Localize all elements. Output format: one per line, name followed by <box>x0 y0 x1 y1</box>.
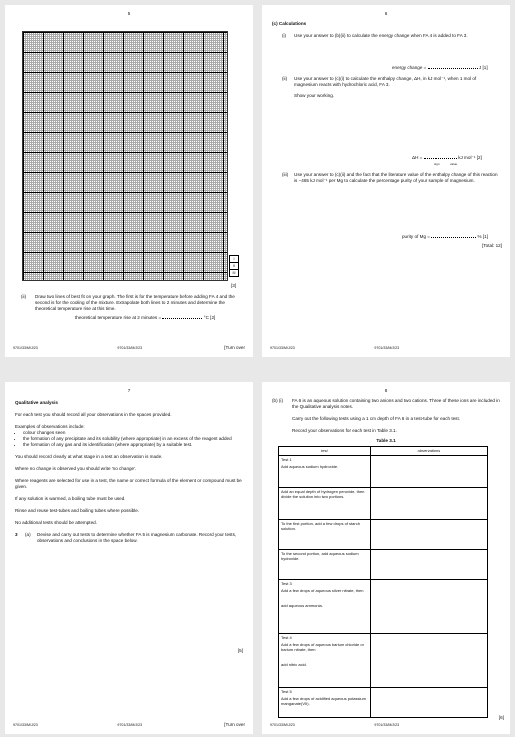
question-label: (ii) <box>282 76 288 81</box>
answer-blank[interactable] <box>162 318 202 319</box>
page-7 <box>5 382 253 734</box>
footer <box>13 722 245 730</box>
answer-unit: J [1] <box>478 65 488 70</box>
footer-code: 9701/33/M/J/23 <box>270 346 295 350</box>
page-number: 5 <box>127 11 131 16</box>
instruction-text: Where no change is observed you should write 'no change'. <box>15 466 137 471</box>
test-text: Add an equal depth of hydrogen peroxide, then divide the solution into two portions. <box>281 489 365 499</box>
list-item: • colour changes seen <box>23 430 243 436</box>
answer-unit: kJ mol⁻¹ [2] <box>458 155 482 160</box>
footer-barcode: 9701/33/M/J/23 <box>374 723 400 727</box>
mark-box-cell: III <box>230 270 239 277</box>
question-number: 3 <box>15 532 18 537</box>
question-text: FA 6 is an aqueous solution containing two anions and two cations. Three of these ions are included in the Qualitative analysis notes. <box>292 398 500 409</box>
column-header-test: test <box>279 447 371 456</box>
answer-blank[interactable] <box>428 68 478 69</box>
section-heading: Qualitative analysis <box>15 400 58 405</box>
test-text: To the second portion, add aqueous sodium hydroxide. <box>281 551 359 561</box>
list-item: • the formation of any precipitate and its solubility (where appropriate) in an excess of the reagent added <box>23 436 243 442</box>
test-title: Test 3 <box>281 581 292 586</box>
table-row <box>279 456 488 488</box>
question-text: Devise and carry out tests to determine whether FA 5 is magnesium carbonate. Record your tests, observations and conclusions in the space below. <box>37 532 237 543</box>
test-cell <box>279 520 371 550</box>
question-label: (b) (i) <box>272 398 283 403</box>
observation-cell[interactable] <box>370 688 487 718</box>
answer-line <box>412 155 507 161</box>
footer-barcode: 9701/33/M/J/23 <box>117 723 143 727</box>
mark-total: [3] <box>231 283 237 288</box>
answer-value-blank[interactable] <box>435 158 457 159</box>
section-heading: (c) Calculations <box>272 21 307 26</box>
footer <box>270 345 502 353</box>
examples-list <box>15 430 243 448</box>
test-cell <box>279 550 371 580</box>
instruction-text: Rinse and reuse test-tubes and boiling tubes where possible. <box>15 508 140 513</box>
turn-over: [Turn over <box>224 345 245 350</box>
test-cell <box>279 580 371 634</box>
observation-cell[interactable] <box>370 580 487 634</box>
page-5 <box>5 5 253 357</box>
footer <box>13 345 245 353</box>
table-row <box>279 688 488 718</box>
observation-cell[interactable] <box>370 520 487 550</box>
question-label: (iii) <box>282 172 289 177</box>
graph-grid[interactable] <box>22 31 228 281</box>
question-row <box>15 532 243 544</box>
instruction-text: Carry out the following tests using a 1 cm depth of FA 6 in a test-tube for each test. <box>292 416 461 421</box>
answer-label: ΔH = <box>412 155 424 160</box>
answer-sign-blank[interactable] <box>424 158 434 159</box>
table-row <box>279 550 488 580</box>
list-item: • the formation of any gas and its identification (where appropriate) by a suitable test. <box>23 442 243 448</box>
answer-unit: °C [2] <box>203 315 216 320</box>
observations-table <box>278 446 488 718</box>
test-extra: add aqueous ammonia. <box>281 603 323 608</box>
observation-cell[interactable] <box>370 634 487 688</box>
table-row <box>279 634 488 688</box>
instruction-text: Where reagents are selected for use in a test, the name or correct formula of the element or compound must be given. <box>15 478 242 489</box>
answer-line <box>392 65 507 71</box>
mark-box-cell: I <box>230 256 239 263</box>
question-label: (i) <box>282 33 287 38</box>
test-cell <box>279 688 371 718</box>
question-text: Use your answer to (c)(ii) and the fact that the literature value of the enthalpy change of this reaction is −465 kJ mol⁻¹ per Mg to calculate the percentage purity of your sample of magnesium. <box>294 172 498 183</box>
test-text: To the first portion, add a few drops of starch solution. <box>281 521 360 531</box>
turn-over: [Turn over <box>224 722 245 727</box>
test-cell <box>279 634 371 688</box>
value-caption: value <box>450 162 458 166</box>
page-number: 8 <box>384 388 388 393</box>
instruction-text: If any solution is warmed, a boiling tube must be used. <box>15 496 126 501</box>
total-marks: [Total: 12] <box>482 243 502 248</box>
table-row <box>279 520 488 550</box>
observation-cell[interactable] <box>370 456 487 488</box>
table-row <box>279 580 488 634</box>
examples-heading: Examples of observations include: <box>15 424 85 429</box>
answer-unit: % [1] <box>477 234 488 239</box>
question-marks: [6] <box>498 715 504 720</box>
page-body <box>15 400 243 544</box>
instruction-text: You should record clearly at what stage in a test an observation is made. <box>15 454 163 459</box>
mark-box <box>229 255 239 277</box>
intro-text: For each test you should record all your observations in the spaces provided. <box>15 412 172 417</box>
page-number: 7 <box>127 388 131 393</box>
answer-label: theoretical temperature rise at 2 minutes = <box>75 315 163 320</box>
footer-code: 9701/33/M/J/23 <box>270 723 295 727</box>
page-6 <box>262 5 510 357</box>
question-text: Use your answer to (c)(i) to calculate the enthalpy change, ΔH, in kJ mol⁻¹, when 1 mol of magnesium reacts with hydrochloric acid, FA 3. <box>294 76 477 87</box>
observation-cell[interactable] <box>370 550 487 580</box>
test-title: Test 1 <box>281 457 292 462</box>
footer-barcode: 9701/33/M/J/23 <box>117 346 143 350</box>
test-cell <box>279 456 371 488</box>
table-row <box>279 488 488 520</box>
answer-label: energy change = <box>392 65 428 70</box>
show-working: Show your working. <box>294 93 335 98</box>
test-text: Add a few drops of aqueous barium chloride or barium nitrate, then <box>281 642 364 652</box>
footer <box>270 722 502 730</box>
answer-label: purity of Mg = <box>402 234 432 239</box>
footer-code: 9701/33/M/J/23 <box>13 723 38 727</box>
page-8 <box>262 382 510 734</box>
test-text: Add aqueous sodium hydroxide. <box>281 464 339 469</box>
test-cell <box>279 488 371 520</box>
question-label: (ii) <box>21 294 27 299</box>
test-extra: add nitric acid. <box>281 662 307 667</box>
page-number: 6 <box>384 11 388 16</box>
mark-box-cell: II <box>230 263 239 270</box>
instruction-text: No additional tests should be attempted. <box>15 520 97 525</box>
test-title: Test 4 <box>281 635 292 640</box>
observation-cell[interactable] <box>370 488 487 520</box>
column-header-observations: observations <box>370 447 487 456</box>
answer-line <box>402 234 507 240</box>
answer-space[interactable] <box>29 552 239 642</box>
sign-caption: sign <box>434 162 440 166</box>
instruction-text: Record your observations for each test in Table 3.1. <box>292 428 397 433</box>
answer-line <box>75 315 245 321</box>
test-text: Add a few drops of aqueous silver nitrate, then <box>281 588 364 593</box>
question-text: Draw two lines of best fit on your graph. The first is for the temperature before adding FA 4 and the second is for the cooling of the mixture. Extrapolate both lines to 2 minutes and determine the theoretical temperature rise at this time. <box>35 294 235 311</box>
answer-blank[interactable] <box>431 237 476 238</box>
question-marks: [5] <box>237 648 243 653</box>
question-text: Use your answer to (b)(ii) to calculate the energy change when FA 4 is added to FA 3. <box>294 33 468 38</box>
footer-code: 9701/33/M/J/23 <box>13 346 38 350</box>
table-caption: Table 3.1 <box>376 438 396 443</box>
test-text: Add a few drops of acidified aqueous potassium manganate(VII). <box>281 696 366 706</box>
table-header-row <box>279 447 488 456</box>
test-title: Test 5 <box>281 689 292 694</box>
footer-barcode: 9701/33/M/J/23 <box>374 346 400 350</box>
question-label: (a) <box>25 532 31 537</box>
